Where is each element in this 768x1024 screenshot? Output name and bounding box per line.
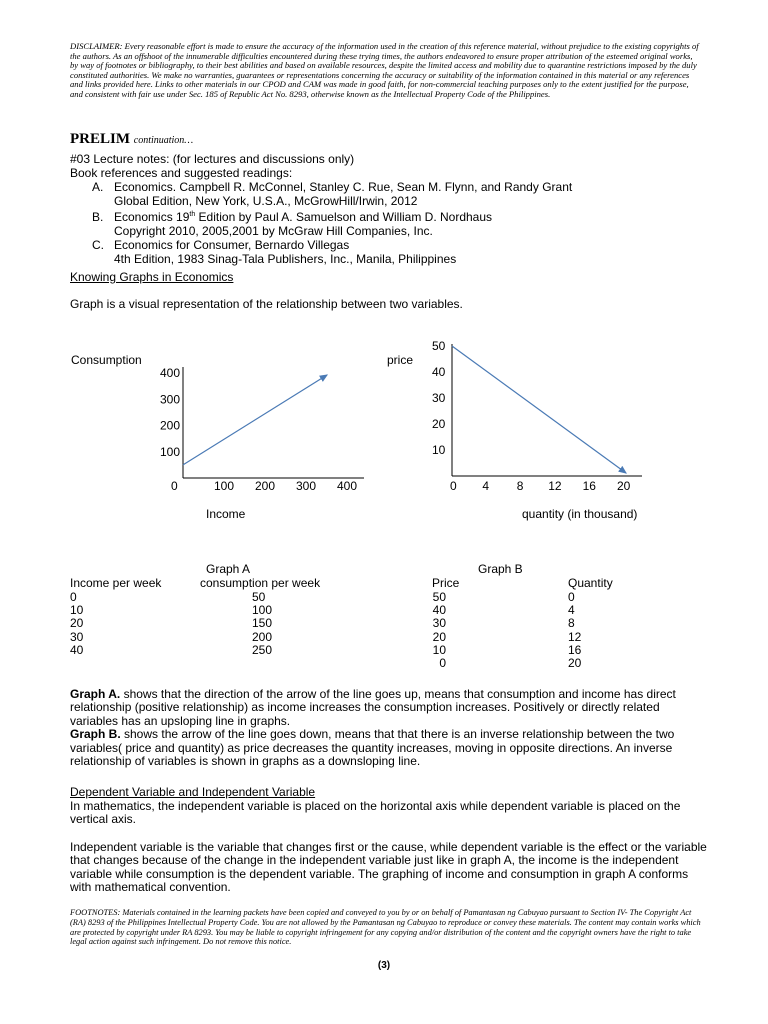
graph-a-x-tick-label: 200: [255, 479, 276, 493]
graph-a-y-tick-label: 400: [160, 366, 181, 380]
table-b-quantity-cell: 4: [568, 603, 575, 618]
table-a-title: Graph A: [206, 562, 251, 576]
table-b-quantity-cell: 8: [568, 616, 575, 631]
graph-a-x-tick-label: 0: [171, 479, 178, 493]
book-item-c: [92, 238, 710, 266]
section-title-graphs: Knowing Graphs in Economics: [70, 270, 234, 284]
book-line1: Economics 19: [114, 210, 190, 224]
book-line2: Global Edition, New York, U.S.A., McGrowHill/Irwin, 2012: [114, 194, 418, 208]
book-letter: B.: [92, 210, 104, 224]
table-b-quantity-cell: 0: [568, 590, 575, 604]
table-b-price-cell: 10: [432, 642, 446, 657]
table-a-col1: [70, 591, 83, 657]
graph-b-explanation: [70, 728, 710, 768]
graph-a-y-tick-label: 300: [160, 392, 181, 407]
graph-b-x-tick-label: 20: [617, 479, 631, 493]
graph-b-y-tick-label: 10: [432, 443, 446, 457]
book-item-a: [92, 180, 710, 208]
table-a-consumption-cell: 200: [252, 629, 273, 644]
table-b-col1: [432, 591, 446, 670]
table-b-col2-header: Quantity: [568, 576, 613, 590]
table-a-col2-header: consumption per week: [200, 576, 321, 590]
prelim-title: PRELIM: [70, 131, 130, 147]
graph-a-explanation: [70, 688, 710, 728]
table-a-col1-header: Income per week: [70, 576, 162, 590]
variables-paragraph-2: Independent variable is the variable that changes first or the cause, while dependent variable is the effect or the variable that changes because of the change in the independent variable just like in graph A, the income is the independent variable while consumption is the dependent variable. The graphing of income and consumption in graph A conforms with mathematical convention.: [70, 840, 707, 895]
graph-b-x-tick-label: 0: [450, 479, 457, 493]
graph-b-label: Graph B.: [70, 727, 121, 742]
graph-b-x-tick-label: 12: [548, 479, 562, 493]
page-number: (3): [377, 960, 391, 971]
variables-paragraph-1: In mathematics, the independent variable is placed on the horizontal axis while dependent variable is placed on the vertical axis.: [70, 799, 681, 827]
graph-a-text: shows that the direction of the arrow of the line goes up, means that consumption and income has direct relationship (positive relationship) as income increases the consumption increases. Positively or directly related variables has an upsloping line in graphs.: [70, 687, 676, 728]
graph-b-y-tick-label: 30: [432, 391, 446, 405]
graph-b-x-tick-label: 16: [582, 479, 596, 493]
table-b-col1-header: Price: [432, 576, 460, 590]
book-line1-rest: Edition by Paul A. Samuelson and William D. Nordhaus: [195, 210, 493, 224]
graph-definition: Graph is a visual representation of the relationship between two variables.: [70, 297, 463, 311]
table-a-income-cell: 40: [70, 642, 84, 657]
book-item-b: [92, 208, 710, 238]
book-line2: 4th Edition, 1983 Sinag-Tala Publishers, Inc., Manila, Philippines: [114, 252, 457, 266]
graph-b-xlabel: quantity (in thousand): [522, 507, 638, 521]
graph-b-y-tick-label: 50: [432, 339, 446, 353]
table-a-income-cell: 10: [70, 603, 84, 618]
lecture-notes-line: #03 Lecture notes: (for lectures and discussions only): [70, 152, 355, 166]
table-a-col2: [252, 591, 272, 657]
table-a-income-cell: 30: [70, 629, 84, 644]
book-letter: C.: [92, 238, 104, 252]
table-a-income-cell: 0: [70, 590, 77, 604]
graph-a-x-tick-label: 100: [214, 479, 235, 493]
graph-b-y-tick-label: 40: [432, 365, 446, 379]
books-title: Book references and suggested readings:: [70, 166, 293, 180]
graph-a-ylabel: Consumption: [71, 353, 142, 367]
graph-a-x-tick-label: 300: [296, 479, 317, 493]
prelim-continuation: continuation…: [133, 135, 194, 146]
table-a-income-cell: 20: [70, 616, 84, 631]
book-line1: Economics for Consumer, Bernardo Villegas: [114, 238, 350, 252]
table-b-price-cell: 40: [432, 603, 446, 618]
book-line2: Copyright 2010, 2005,2001 by McGraw Hill Companies, Inc.: [114, 224, 433, 238]
table-b-price-cell: 30: [432, 616, 446, 631]
table-b-quantity-cell: 12: [568, 629, 582, 644]
graph-b-x-tick-label: 8: [516, 479, 524, 493]
graph-b-text: shows the arrow of the line goes down, means that that there is an inverse relationship between the two variables( price and quantity) as price decreases the quantity increases, moving in opposite directions. An inverse relationship of variables is shown in graphs as a downsloping line.: [70, 727, 675, 769]
graph-a-label: Graph A.: [70, 687, 121, 701]
disclaimer-label: DISCLAIMER:: [70, 41, 123, 51]
graph-b-ylabel: price: [387, 353, 414, 367]
section-title-variables: Dependent Variable and Independent Variable: [70, 785, 316, 799]
prelim-heading: [70, 131, 193, 148]
table-b-price-cell: 50: [432, 590, 446, 604]
book-superscript: th: [189, 211, 196, 218]
footnotes-label: FOOTNOTES:: [70, 908, 121, 917]
graph-a-y-tick-label: 200: [160, 418, 181, 433]
book-line1: Economics. Campbell R. McConnel, Stanley C. Rue, Sean M. Flynn, and Randy Grant: [114, 180, 573, 194]
table-a-consumption-cell: 250: [252, 642, 273, 657]
graph-b-chart: [380, 336, 670, 530]
graph-a-chart: [60, 340, 380, 530]
book-letter: A.: [92, 180, 104, 194]
graph-a-line: [183, 375, 327, 465]
graph-a-xlabel: Income: [206, 507, 246, 521]
table-b-quantity-cell: 20: [568, 656, 582, 671]
graph-b-x-tick-label: 4: [482, 479, 490, 493]
table-b-price-cell: 20: [432, 629, 446, 644]
disclaimer-text: Every reasonable effort is made to ensure the accuracy of the information used in the creation of this reference material, without prejudice to the existing copyrights of the authors. As an offshoot of the innumerable difficulties encountered during these trying times, the authors endeavored to ensure proper attribution of the esteemed original works, by way of footnotes or bibliography, to their best abilities and based on available resources, despite the limited access and mobility due to quarantine restrictions imposed by the duly constituted authorities. We make no warranties, guarantees or representations concerning the accuracy or suitability of the information contained in this material or any references and links provided here. Links to other materials in our CPOD and CAM was made in good faith, for non-commercial teaching purposes only to the extent justified for the purpose, and consistent with fair use under Sec. 185 of Republic Act No. 8293, otherwise known as the Intellectual Property Code of the Philippines.: [70, 41, 699, 99]
footnotes: [70, 908, 706, 947]
table-a-consumption-cell: 50: [252, 590, 266, 604]
book-references: [70, 152, 710, 266]
graph-a-y-tick-label: 100: [160, 444, 181, 459]
graph-a-x-tick-label: 400: [337, 479, 358, 493]
graph-explanations: [70, 688, 710, 768]
disclaimer: [70, 42, 702, 100]
table-a-consumption-cell: 150: [252, 616, 273, 631]
table-b-price-cell: 0: [439, 656, 446, 671]
table-b-col2: [568, 591, 581, 670]
graph-b-line: [452, 346, 626, 473]
footnotes-text: Materials contained in the learning packets have been copied and conveyed to you by or on behalf of Pamantasan ng Cabuyao pursuant to Section IV- The Copyright Act (RA) 8293 of the Philippines Intellectual Property Code. You are not allowed by the Pamantasan ng Cabuyao to reproduce or convey these materials. The content may contain works which are protected by copyright under RA 8293. You may be liable to copyright infringement for any copying and/or distribution of the content and the copyright owners have the right to take legal action against such infringement. Do not remove this notice.: [70, 908, 701, 947]
table-b-title: Graph B: [478, 562, 523, 576]
graph-b-y-tick-label: 20: [432, 417, 446, 431]
table-a-consumption-cell: 100: [252, 603, 273, 618]
table-b-quantity-cell: 16: [568, 642, 582, 657]
